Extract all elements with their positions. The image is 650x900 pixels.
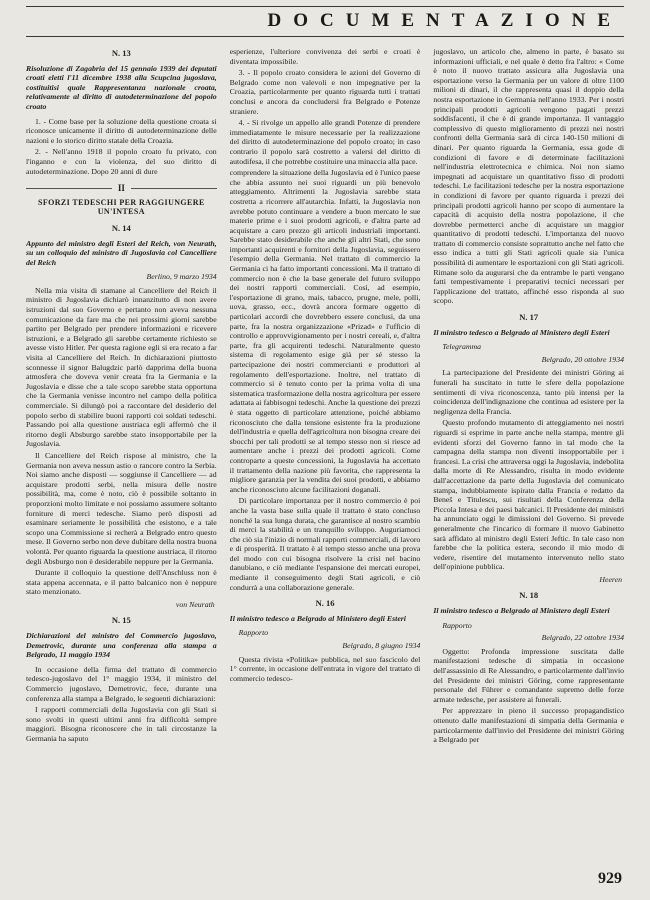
paragraph: La partecipazione del Presidente dei ministri Göring ai funerali ha suscitato in tutte le sfere della popolazione sentimenti di viva riconoscenza, tanto più intensi per la coincidenza dell'indignazione che continua ad esistere per la negligenza della Francia. [433, 368, 624, 416]
paragraph: 3. - Il popolo croato considera le azioni del Governo di Belgrado come non valevoli e non impegnative per la Croazia, particolarmente per quanto riguarda tutti i trattati conclusi e ancora da concludersi fra Belgrado e Potenze straniere. [229, 68, 421, 116]
column-3 [433, 47, 624, 875]
column-1 [26, 47, 217, 875]
paragraph: esperienze, l'ulteriore convivenza dei serbi e croati è diventata impossibile. [229, 47, 421, 66]
page-header-title: DOCUMENTAZIONE [267, 10, 622, 31]
document-title-n13: Risoluzione di Zagabria del 15 gennaio 1939 dei deputati croati eletti l'11 dicembre 1938 alla Scupcina jugoslava, costituitisi quale Rappresentanza nazionale croata, relativamente al diritto di autodeterminazione del popolo croato [26, 63, 217, 111]
page-number: 929 [598, 870, 622, 887]
paragraph: Per apprezzare in pieno il successo propagandistico ottenuto dalle manifestazioni di simpatia della Germania e particolarmente dall'invio del Presidente dei ministri Göring a Belgrado per [433, 706, 624, 745]
document-title-n15: Dichiarazioni del ministro del Commercio jugoslavo, Demetrovic, durante una conferenza alla stampa a Belgrado, 11 maggio 1934 [26, 631, 217, 660]
document-type-n18: Rapporto [442, 620, 472, 630]
document-title-n14: Appunto del ministro degli Esteri del Reich, von Neurath, su un colloquio del ministro di Jugoslavia col Cancelliere del Reich [26, 238, 217, 267]
part-title: SFORZI TEDESCHI PER RAGGIUNGERE UN'INTESA [37, 197, 205, 217]
part-divider [26, 184, 217, 194]
signature-von-neurath: von Neurath [175, 599, 215, 609]
document-type-n16: Rapporto [238, 628, 269, 638]
paragraph: 4. - Si rivolge un appello alle grandi Potenze di prendere immediatamente le misure necessarie per la realizzazione del diritto di autodeterminazione del popolo croato; in caso contrario il popolo sarà costretto a valersi del diritto di autodifesa, il che potrebbe costituire una minaccia alla pace. [229, 118, 421, 166]
dateline-n18: Belgrado, 22 ottobre 1934 [541, 633, 624, 643]
dateline-n16: Belgrado, 8 giugno 1934 [342, 641, 421, 651]
section-number-n16: N. 16 [315, 598, 335, 609]
paragraph: Di particolare importanza per il nostro commercio è poi anche la vasta base sulla quale il trattato è stato concluso nonché la sua lunga durata, che garantisce al nostro scambio di merci la stabilità e un tranquillo sviluppo. Auguriamoci che ciò sia l'inizio di normali rapporti commerciali, di lavoro e di prosperità. Il trattato è al tempo stesso anche una prova del modo con cui bisogna risolvere la crisi nel bacino danubiano, e ciò mediante l'espansione dei mercati europei, mediante il conseguimento degli Stati agricoli, e ciò condurrà a una collaborazione generale. [229, 496, 421, 592]
section-number-n13: N. 13 [111, 48, 131, 58]
paragraph: In occasione della firma del trattato di commercio tedesco-jugoslavo del 1° maggio 1934, il ministro del Commercio jugoslavo, Demetrovic, fece, durante una conferenza alla stampa a Belgrado, le seguenti dichiarazioni: [26, 664, 217, 703]
section-number-n17: N. 17 [519, 312, 539, 323]
paragraph: Durante il colloquio la questione dell'Anschluss non è stata appena accennata, e il patto balcanico non è neppure stato menzionato. [26, 568, 217, 597]
column-2 [230, 47, 421, 875]
paragraph: Questa rivista «Politika» pubblica, nel suo fascicolo del 1° corrente, in occasione dell'entrata in vigore del trattato di commercio tedesco- [229, 654, 421, 683]
section-number-n15: N. 15 [111, 615, 131, 626]
signature-heeren: Heeren [599, 574, 623, 584]
paragraph: 1. - Come base per la soluzione della questione croata si riconosce unicamente il diritto di autodeterminazione delle nazioni e lo storico diritto statale della Croazia. [26, 116, 217, 145]
dateline-n14: Berlino, 9 marzo 1934 [146, 272, 217, 282]
paragraph: Il Cancelliere del Reich rispose al ministro, che la Germania non aveva nessun astio o rancore contro la Serbia. Noi siamo anche disposti — soggiunse il Cancelliere — ad acquistare prodotti serbi, nella misura delle nostre possibilità, ma, come è noto, ciò è possibile soltanto in proporzioni molto limitate e noi possiamo assumere soltanto forniture di merci tedesche. Siamo però disposti ad esaminare seriamente le possibilità che esistono, e a tale scopo una Commissione si recherà a Belgrado entro questo mese. Il Governo serbo non deve dubitare della nostra buona volontà. Per quanto riguarda la questione austriaca, il ritorno degli Absburgo non è desiderabile neppure per la Germania. [26, 450, 217, 566]
document-title-n18: Il ministro tedesco a Belgrado al Ministero degli Esteri [433, 606, 610, 616]
section-number-n18: N. 18 [519, 590, 539, 601]
page-header [26, 6, 624, 37]
document-title-n17: Il ministro tedesco a Belgrado al Ministero degli Esteri [433, 327, 610, 337]
paragraph: Questo profondo mutamento di atteggiamento nei nostri riguardi si esprime in parte anche nella stampa, mentre gli evidenti sforzi del Governo fanno in tal modo che la campagna della stampa non diventi insopportabile per i francesi. La crisi che attraversa oggi la Jugoslavia, indebolita dalla morte di Re Alessandro, risulta in modo evidente dall'accettazione da parte della Jugoslavia del comunicato stampa, indubbiamente ispirato dalla Francia e redatto da Beneš e Titulescu, sui risultati della Conferenza della Piccola Intesa e dei paesi balcanici. Il Presidente dei ministri ha annunciato oggi le dimissioni del Governo. Si prevede generalmente che l'incarico di formare il nuovo Gabinetto sarà affidato al ministro degli Esteri Jeftic. In tale caso non farebbe che la politica estera, secondo il mio modo di vedere, risentire del mutamento intervenuto nello stato dell'opinione pubblica. [433, 418, 624, 572]
dateline-n17: Belgrado, 20 ottobre 1934 [541, 354, 624, 364]
paragraph: comprendere la situazione della Jugoslavia ed è l'unico paese che abbia assunto nei suoi riguardi un più benevolo atteggiamento. Altrimenti la Jugoslavia sarebbe stata costretta a ricorrere all'autarchia. Infatti, la Jugoslavia non avrebbe potuto continuare a vendere a buon mercato le sue materie prime e i suoi prodotti agricoli, e d'altra parte ad acquistare a caro prezzo gli articoli industriali importanti. Sarebbe stato desiderabile che anche gli altri Stati, che sono importanti acquirenti e fornitori della Jugoslavia, seguissero l'esempio della Germania. Nel trattato di commercio la Germania ci ha fatto importanti concessioni. Ma il trattato di commercio non è che la base generale del futuro sviluppo dei nostri rapporti commerciali. Così, ad esempio, l'esportazione di grano, mais, tabacco, prugne, mele, polli, uova, grasso, ecc., dovrà ancora formare oggetto di particolari accordi che dovrebbero essere conclusi, da una parte, fra la nostra organizzazione «Prizad» e l'ufficio di controllo e approvvigionamento per i nostri cereali, e, d'altra parte, fra gli acquirenti tedeschi. Naturalmente questo sistema di regolamento esige già per sé stesso la partecipazione dei nostri commercianti e produttori al regolamento dell'esportazione. Inoltre, nel trattato di commercio si è tenuto conto per la prima volta di una sistematica trasformazione della nostra agricoltura per essere adattata ai fabbisogni tedeschi. Anche la questione dei prezzi è stata oggetto di particolare attenzione, poiché abbiamo riconosciuto che dalla tensione esistente fra la produzione dell'industria e quella dell'agricoltura non bisogna creare dei sbocchi per tali prodotti se al tempo stesso non si riesce ad aumentare anche i prezzi dei prodotti agricoli. Come controparte a queste concessioni, la Jugoslavia ha accettato il trattamento della nazione più favorita, che rappresenta la migliore garanzia per la vendita dei suoi prodotti, e abbiamo anche riconosciuto alcune facilitazioni doganali. [229, 168, 421, 494]
paragraph: I rapporti commerciali della Jugoslavia con gli Stati si sono svolti in questi ultimi anni fra difficoltà sempre maggiori. Bisogna riconoscere che in tali circostanze la Germania ha saputo [26, 705, 217, 743]
document-title-n16: Il ministro tedesco a Belgrado al Ministero degli Esteri [229, 613, 406, 623]
document-type-n17: Telegramma [442, 342, 482, 352]
paragraph: jugoslavo, un articolo che, almeno in parte, è basato su informazioni ufficiali, e nel quale è detto fra l'altro: « Come è noto il nuovo trattato assicura alla Jugoslavia una esportazione verso la Germania per un valore di oltre 1100 milioni di dinari, il che rappresenta quasi il doppio della nostra esportazione in Germania nell'anno 1933. Per i nostri principali prodotti agricoli vengono pagati prezzi soddisfacenti, il che è di grande importanza. Il vantaggio complessivo di questo miglioramento di prezzi nei nostri confronti della Germania sarà di circa 140-150 milioni di dinari. Per quanto riguarda la Germania, essa gode di condizioni di favore e di determinate facilitazioni nell'industria elettrotecnica e chimica. Noi non siamo impegnati ad acquistare un quantitativo fisso di prodotti tedeschi. Le facilitazioni tedesche per la nostra esportazione in condizioni di favore per quanto riguarda i prezzi dei principali prodotti agricoli hanno per scopo di aumentare la capacità di acquisto della nostra popolazione, il che dovrebbe permetterci anche di acquistare un maggior quantitativo di prodotti tedeschi. L'importanza del nuovo trattato di commercio consiste soprattutto anche nel fatto che esso indica a tutti gli Stati agricoli quale sia l'unica possibilità di aumentare le esportazioni con gli Stati agricoli. Rimane solo da augurarsi che da entrambe le parti vengano fatti tempestivamente i preparativi tecnici necessari per l'applicazione del trattato, affinché esso risponda al suo scopo. [433, 47, 624, 306]
paragraph: Oggetto: Profonda impressione suscitata dalle manifestazioni tedesche di simpatia in occasione dell'assassinio di Re Alessandro, e particolarmente dall'invio del Presidente dei ministri Göring, come rappresentante personale del Führer e comandante supremo delle forze armate tedesche, per assistere ai funerali. [433, 646, 624, 704]
section-number-n14: N. 14 [111, 222, 131, 233]
paragraph: 2. - Nell'anno 1918 il popolo croato fu privato, con l'inganno e con la violenza, del suo diritto di autodeterminazione. Dopo 20 anni di dure [26, 147, 217, 176]
text-columns [26, 47, 624, 875]
part-number: II [117, 183, 125, 194]
paragraph: Nella mia visita di stamane al Cancelliere del Reich il ministro di Jugoslavia dichiarò innanzitutto di non avere istruzioni dal suo Governo e pertanto non aveva nessuna comunicazione da fare ma che nei prossimi giorni sarebbe partito per Belgrado per prendere informazioni e ricevere istruzioni, e a Belgrado gli sarebbe certamente richiesto se avesse visto Hitler. Per questa ragione egli si era recato a far visita al Cancelliere del Reich. In dichiarazioni piuttosto sconnesse il signor Balugdzic parlò dapprima della buona atmosfera che doveva venir creata fra la Germania e la Jugoslavia e disse che a tale scopo sarebbe stata opportuna che la Germania venisse incontro nel campo della politica commerciale. Si dilungò poi a raccontare del desiderio del popolo serbo di stabilire buoni rapporti coi soldati tedeschi. Passando poi alla questione austriaca egli affermò che il ritorno degli Absburgo sarebbe stato insopportabile per la Jugoslavia. [26, 285, 217, 449]
